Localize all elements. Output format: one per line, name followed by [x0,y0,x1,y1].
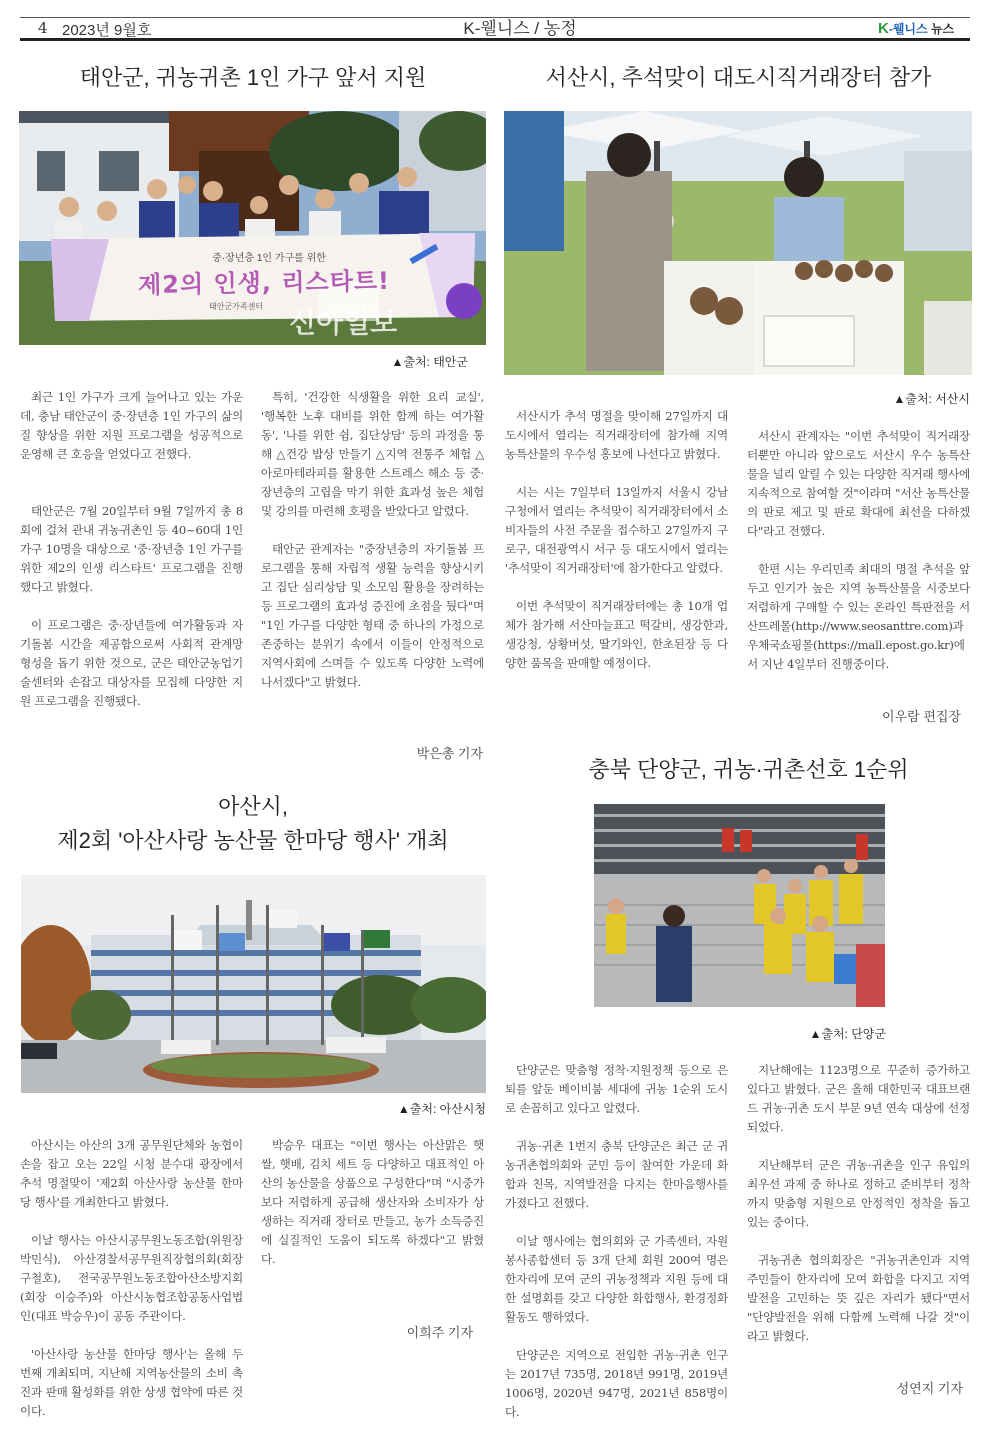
article3-paragraph: 박승우 대표는 "이번 행사는 아산맑은 햇쌀, 햇배, 김치 세트 등 다양하고 대표적인 아산의 농산물을 상품으로 구성한다"며 "시중가보다 저렴하게 공급해 생산자와 소비자가 상생하는 직거래 장터로 만들고, 농가 소득증진에 실질적인 도움이 되도록 하겠다"고 밝혔다. [261,1138,484,1266]
newspaper-logo [878,20,954,37]
article2-paragraph: 한편 시는 우리민족 최대의 명절 추석을 앞두고 인기가 높은 지역 농특산물을 시중보다 저렴하게 구매할 수 있는 온라인 특판전을 서산뜨레몰(http://www.seosanttre.com)과 우체국쇼핑몰(https://mall.epost.go.kr)에서 지난 4일부터 진행중이다. [747,562,970,671]
article3-column1 [20,1136,243,1421]
article4-paragraph: 지난해에는 1123명으로 꾸준히 증가하고 있다고 밝혔다. 군은 올해 대한민국 대표브랜드 귀농·귀촌 도시 부문 9년 연속 대상에 선정되었다. [747,1063,970,1134]
section-title: K-웰니스 / 농정 [463,19,577,38]
article1-paragraph: 태안군은 7월 20일부터 9월 7일까지 총 8회에 걸쳐 관내 귀농귀촌인 등 40~60대 1인 가구 10명을 대상으로 '중·장년층 1인 가구를 위한 제2의 인생 리스타트' 프로그램을 진행했다고 밝혔다. [20,504,243,594]
article2-paragraph: 서산시가 추석 명절을 맞이해 27일까지 대도시에서 열리는 직거래장터에 참가해 지역 농특산물의 우수성 홍보에 나선다고 밝혔다. [505,409,728,461]
article2-photo-credit: ▲출처: 서산시 [893,392,970,406]
article3-paragraph: 이날 행사는 아산시공무원노동조합(위원장 박민식), 아산경찰서공무원직장협의회(회장 구철호), 전국공무원노동조합아산소방지회(회장 이승주)와 아산시농협조합공동사업법인(대표 박승우)이 공동 주관이다. [20,1233,243,1323]
article2-headline: 서산시, 추석맞이 대도시직거래장터 참가 [545,65,932,90]
article3-column2 [261,1136,484,1269]
article1-column1 [20,388,243,711]
watermark-logo: 신아일보 [289,306,398,339]
article3-photo [21,875,486,1093]
article1-paragraph: 태안군 관계자는 "중장년층의 자기돌봄 프로그램을 통해 자립적 생활 능력을 향상시키고 집단 심리상담 및 소모임 활용을 장려하는 등 프로그램의 효과성 증진에 초점을 뒀다"며 "1인 가구를 다양한 형태 중 하나의 가정으로 존중하는 분위기 속에서 이들이 안정적으로 지역사회에 스며들 수 있도록 다양한 노력에 나서겠다"고 밝혔다. [261,542,484,689]
article1-paragraph: 이 프로그램은 중·장년들에 여가활동과 자기돌봄 시간을 제공함으로써 사회적 관계망 형성을 돕기 위한 것으로, 군은 태안군농업기술센터와 손잡고 대상자를 모집해 다양한 지원 프로그램을 진행됐다. [20,618,243,708]
article4-paragraph: 귀농귀촌 협의회장은 "귀농귀촌인과 지역 주민들이 한자리에 모여 화합을 다지고 지역 발전을 고민하는 뜻 깊은 자리가 됐다"면서 "단양발전을 위해 다함께 노력해 나갈 것"이라고 밝혔다. [747,1253,970,1343]
article2-paragraph: 이번 추석맞이 직거래장터에는 총 10개 업체가 참가해 서산마늘표고 떡갈비, 생강한과, 생강청, 상황버섯, 딸기와인, 한초된장 등 다양한 품목을 판매할 예정이다. [505,599,728,670]
page-number: 4 [38,19,48,37]
issue-date: 2023년 9월호 [62,22,152,39]
article4-paragraph: 귀농·귀촌 1번지 충북 단양군은 최근 군 귀농귀촌협의회와 군민 등이 참여한 가운데 화합과 친목, 지역발전을 다지는 한마음행사를 가졌다고 전했다. [505,1139,728,1210]
banner-subtitle: 중·장년층 1인 가구를 위한 [212,253,326,264]
article4-paragraph: 단양군은 지역으로 전입한 귀농·귀촌 인구는 2017년 735명, 2018년 991명, 2019년 1006명, 2020년 947명, 2021년 858명이다. [505,1348,728,1419]
article3-headline-line1: 아산시, [218,794,288,819]
article4-photo [594,804,885,1007]
article1-paragraph: 특히, '건강한 식생활을 위한 요리 교실', '행복한 노후 대비를 위한 함께 하는 여가활동', '나를 위한 쉼, 집단상담' 등의 과정을 통해 △건강 밥상 만들기 △지역 전통주 체험 △아로마테라피를 활용한 스트레스 해소 등 중·장년층의 고립을 막기 위한 효과성 높은 체험 및 강의를 마련해 호평을 받았다고 알렸다. [261,390,484,518]
logo-wellness: -웰니스 [888,22,928,36]
article4-paragraph: 이날 행사에는 협의회와 군 가족센터, 자원봉사종합센터 등 3개 단체 회원 200여 명은 한자리에 모여 군의 귀농정책과 지원 등에 대한 설명회를 갖고 다양한 화합행사, 환경정화 활동도 행하였다. [505,1234,728,1324]
article1-banner [19,111,486,345]
article2-paragraph: 서산시 관계자는 "이번 추석맞이 직거래장터뿐만 아니라 앞으로도 서산시 우수 농특산물을 널리 알릴 수 있는 다양한 직거래 행사에 지속적으로 참여할 것"이라며 "서산 농특산물의 판로 제고 및 판로 확대에 최선을 다하겠다"라고 전했다. [747,429,970,538]
banner-org: 태안군가족센터 [209,302,264,311]
article2-column1 [505,407,728,673]
article3-headline-line2: 제2회 '아산사랑 농산물 한마당 행사' 개최 [57,828,449,853]
article1-column2 [261,388,484,692]
article4-byline: 성연지 기자 [896,1381,963,1396]
article3-byline: 이희주 기자 [406,1325,473,1340]
article4-headline: 충북 단양군, 귀농·귀촌선호 1순위 [588,757,909,782]
article2-column2 [747,427,970,674]
banner-title: 제2의 인생, 리스타트! [137,266,391,300]
article1-photo-credit: ▲출처: 태안군 [391,355,468,369]
article4-photo-credit: ▲출처: 단양군 [809,1027,886,1041]
logo-news: 뉴스 [930,22,955,36]
article2-byline: 이우람 편집장 [882,709,961,724]
article1-photo [19,111,486,345]
article1-byline: 박은총 기자 [416,746,483,761]
article3-paragraph: '아산사랑 농산물 한마당 행사'는 올해 두 번째 개최되며, 지난해 지역농산물의 소비 촉진과 판매 활성화를 위한 상생 협약에 따른 것이다. [20,1347,243,1418]
article1-paragraph: 최근 1인 가구가 크게 늘어나고 있는 가운데, 충남 태안군이 중·장년층 1인 가구의 삶의 질 향상을 위한 지원 프로그램을 성공적으로 운영해 큰 호응을 얻었다고 전했다. [20,390,243,461]
article3-headline [20,790,486,858]
article2-photo [504,111,972,375]
logo-k: K [878,20,889,37]
article3-paragraph: 아산시는 아산의 3개 공무원단체와 농협이 손을 잡고 오는 22일 시청 분수대 광장에서 추석 명절맞이 '제2회 아산사랑 농산물 한마당 행사'를 개최한다고 밝혔다. [20,1138,243,1209]
article1-headline: 태안군, 귀농귀촌 1인 가구 앞서 지원 [79,65,427,90]
article4-column1 [505,1061,728,1422]
article4-paragraph: 지난해부터 군은 귀농·귀촌을 인구 유입의 최우선 과제 중 하나로 정하고 준비부터 정착까지 맞춤형 지원으로 안정적인 정착을 돕고 있는 중이다. [747,1158,970,1229]
article3-photo-credit: ▲출처: 아산시청 [397,1102,486,1116]
article4-paragraph: 단양군은 맞춤형 정착·지원정책 등으로 은퇴를 앞둔 베이비붐 세대에 귀농 1순위 도시로 손꼽히고 있다고 알렸다. [505,1063,728,1115]
article4-column2 [747,1061,970,1346]
article2-paragraph: 시는 시는 7일부터 13일까지 서울시 강남구청에서 열리는 추석맞이 직거래장터에서 소비자들의 사전 주문을 접수하고 27일까지 구로구, 대전광역시 서구 등 대도시에서 열리는 '추석맞이 직거래장터'에 참가한다고 알렸다. [505,485,728,575]
